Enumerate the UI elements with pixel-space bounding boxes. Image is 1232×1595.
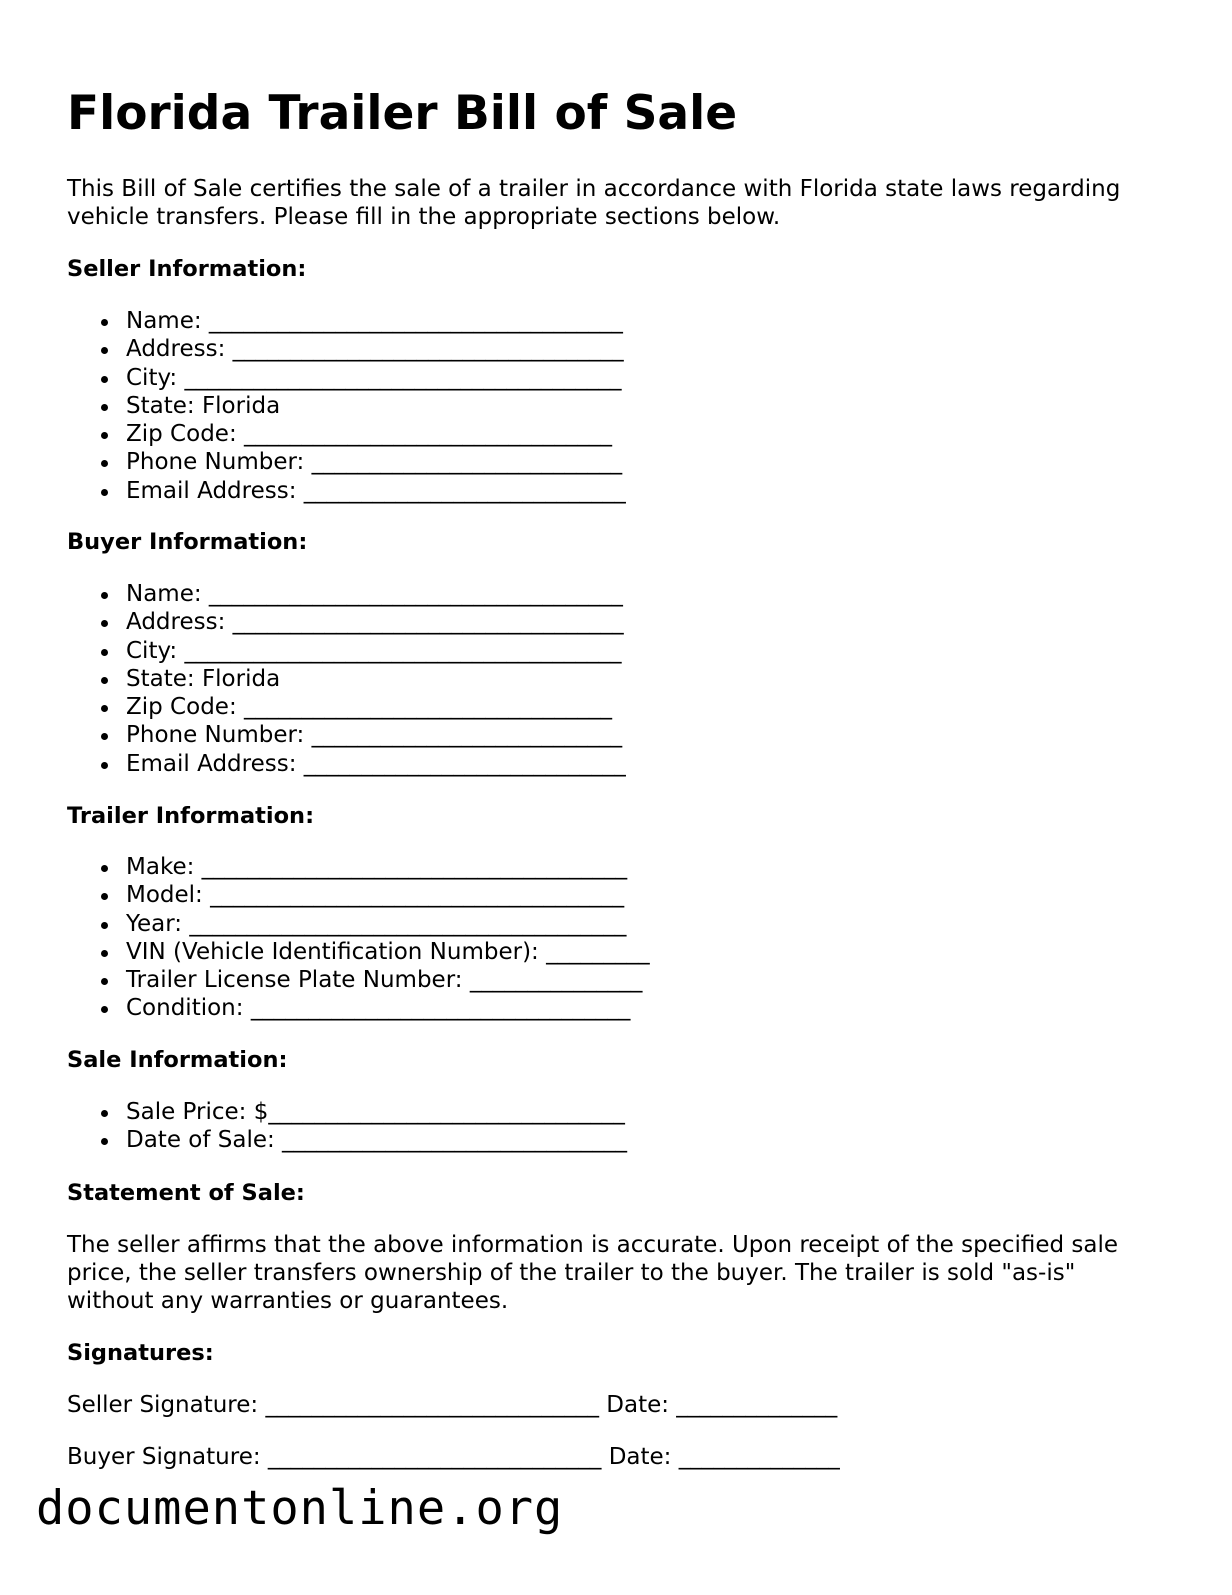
trailer-make-field[interactable]: Make: _____________________________________: [67, 853, 650, 881]
statement-section-heading: Statement of Sale:: [67, 1180, 305, 1206]
sale-date-field[interactable]: Date of Sale: ______________________________: [67, 1126, 627, 1154]
seller-info-list: [67, 307, 626, 505]
statement-paragraph: The seller affirms that the above information is accurate. Upon receipt of the specified sale price, the seller transfers ownership of the trailer to the buyer. The trailer is sold "as-is" without any warranties or guarantees.: [67, 1232, 1119, 1315]
document-title: Florida Trailer Bill of Sale: [67, 86, 738, 141]
buyer-email-field[interactable]: Email Address: ____________________________: [67, 750, 626, 778]
buyer-address-field[interactable]: Address: __________________________________: [67, 608, 626, 636]
buyer-info-list: [67, 580, 626, 778]
trailer-condition-field[interactable]: Condition: _________________________________: [67, 994, 650, 1022]
buyer-phone-field[interactable]: Phone Number: ___________________________: [67, 721, 626, 749]
seller-email-field[interactable]: Email Address: ____________________________: [67, 477, 626, 505]
seller-section-heading: Seller Information:: [67, 256, 307, 282]
sale-section-heading: Sale Information:: [67, 1047, 288, 1073]
seller-state-field: State: Florida: [67, 392, 626, 420]
buyer-city-field[interactable]: City: ______________________________________: [67, 637, 626, 665]
trailer-vin-field[interactable]: VIN (Vehicle Identification Number): _________: [67, 938, 650, 966]
seller-signature-line[interactable]: Seller Signature: _____________________________ Date: ______________: [67, 1392, 838, 1418]
trailer-plate-field[interactable]: Trailer License Plate Number: _______________: [67, 966, 650, 994]
trailer-section-heading: Trailer Information:: [67, 803, 315, 829]
buyer-name-field[interactable]: Name: ____________________________________: [67, 580, 626, 608]
seller-address-field[interactable]: Address: __________________________________: [67, 335, 626, 363]
buyer-section-heading: Buyer Information:: [67, 529, 308, 555]
buyer-zip-field[interactable]: Zip Code: ________________________________: [67, 693, 626, 721]
trailer-info-list: [67, 853, 650, 1023]
buyer-state-field: State: Florida: [67, 665, 626, 693]
sale-price-field[interactable]: Sale Price: $_______________________________: [67, 1098, 627, 1126]
sale-info-list: [67, 1098, 627, 1155]
buyer-signature-line[interactable]: Buyer Signature: _____________________________ Date: ______________: [67, 1444, 840, 1470]
watermark-text: documentonline.org: [36, 1481, 564, 1536]
signatures-section-heading: Signatures:: [67, 1340, 214, 1366]
seller-phone-field[interactable]: Phone Number: ___________________________: [67, 448, 626, 476]
trailer-model-field[interactable]: Model: ____________________________________: [67, 881, 650, 909]
seller-name-field[interactable]: Name: ____________________________________: [67, 307, 626, 335]
trailer-year-field[interactable]: Year: ______________________________________: [67, 910, 650, 938]
intro-paragraph: This Bill of Sale certifies the sale of a trailer in accordance with Florida state laws regarding vehicle transfers. Please fill in the appropriate sections below.: [67, 176, 1121, 231]
seller-zip-field[interactable]: Zip Code: ________________________________: [67, 420, 626, 448]
seller-city-field[interactable]: City: ______________________________________: [67, 364, 626, 392]
